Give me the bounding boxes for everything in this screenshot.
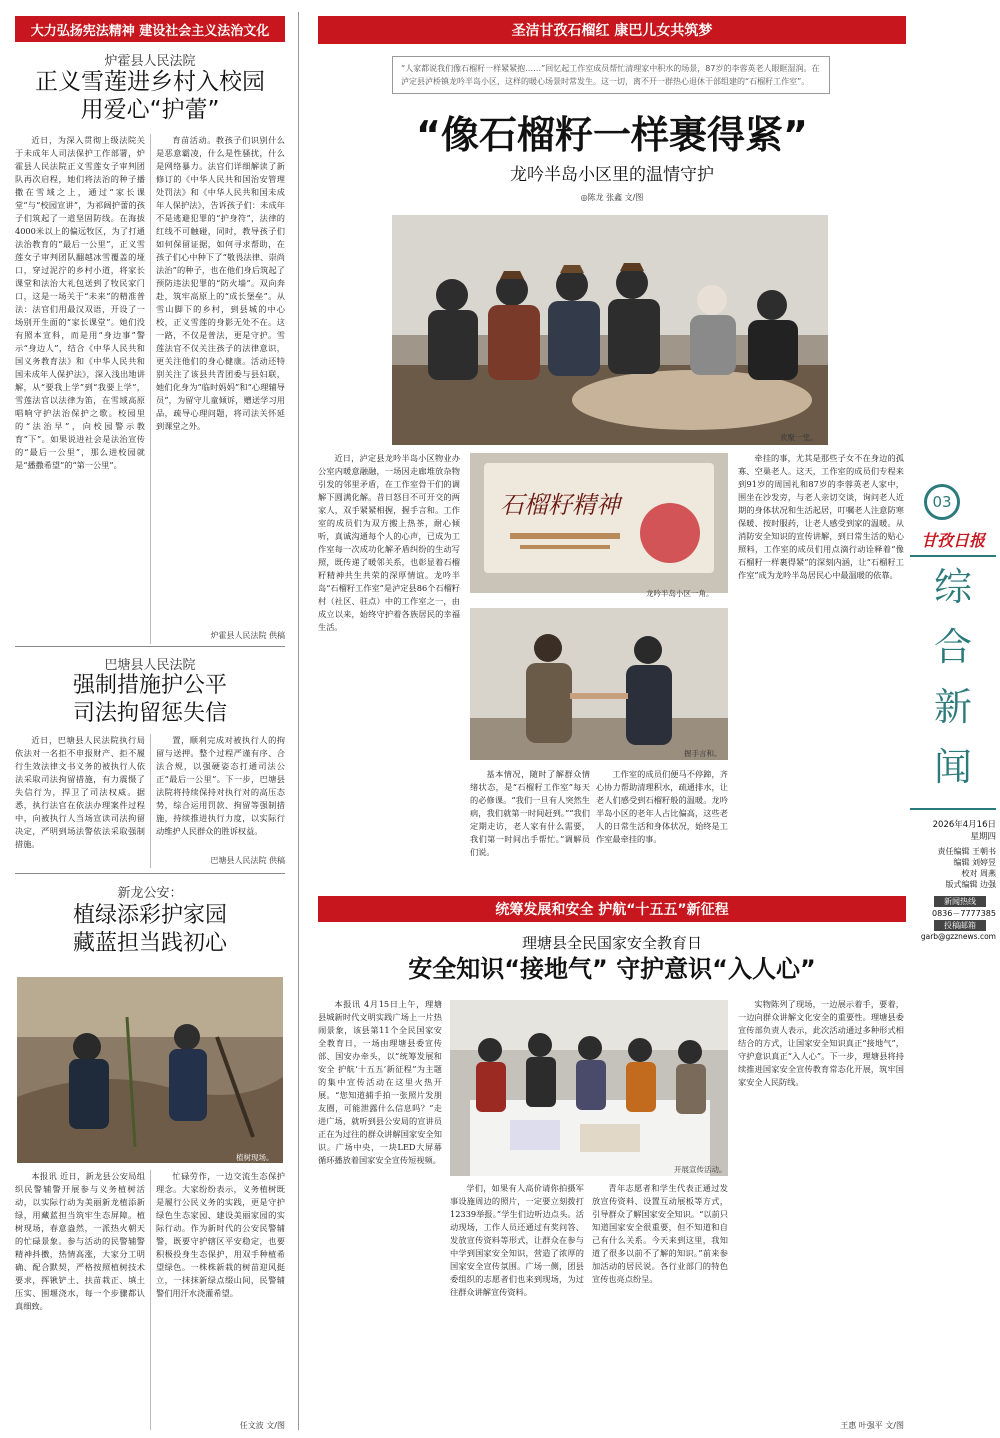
article2-body-col1: 近日，巴塘县人民法院执行局依法对一名拒不申报财产、拒不履行生效法律文书义务的被执行人依法采取司法拘留措施，有力震慑了失信行为，捍卫了司法权威。据悉，执行法官在依法办理案件过程中，向被执行人当场宣读司法拘留决定，严明到场法警依法采取强制措施。	[15, 735, 145, 849]
bottom-kicker: 理塘县全民国家安全教育日	[521, 934, 702, 952]
publicity-photo-caption: 开展宣传活动。	[674, 1165, 727, 1174]
top-subhead: 龙吟半岛小区里的温情守护	[510, 165, 714, 185]
page-number-badge: 03	[924, 484, 960, 520]
publicity-event-photo	[450, 1000, 728, 1176]
section-title	[910, 555, 996, 810]
top-byline: ◎陈龙 张鑫 文/图	[580, 193, 644, 202]
article1-body-col2: 育苗活动。教孩子们识别什么是恶意霸凌，什么是性骚扰，什么是网络暴力。法官们详细解读了新修订的《中华人民共和国治安管理处罚法》和《中华人民共和国未成年人保护法》，告诉孩子们：未成年不是逃避犯罪的“护身符”，法律的红线不可触碰，同时，教导孩子们如何保留证据，如何寻求帮助，在孩子们心中种下了“敬畏法律、崇尚法治”的种子，也在他们身后筑起了预防违法犯罪的“防火墙”。双向奔赴，筑牢高原上的“成长堡垒”。从雪山脚下的乡村，到县城的中心校，正义雪莲的身影无处不在。这一路，不仅是普法，更是守护。雪莲法官不仅关注孩子的法律意识，更关注他们的身心健康。活动还特别关注了该县共青团委与县妇联，她们化身为“临时妈妈”和“心理辅导员”，为留守儿童倾诉，赠送学习用品，疏导心理问题，将司法关怀延到课堂之外。	[156, 135, 285, 431]
article2-org: 巴塘县人民法院	[104, 658, 196, 673]
column-divider	[150, 134, 151, 644]
bottom-body-col4: 实物陈列了现场，一边展示着手，要着，一边向群众讲解文化安全的重要性。理塘县委宣传部负责人表示，此次活动通过多种形式相结合的方式，让国家安全知识真正“接地气”，守护意识真正“入人心”。下一步，理塘县将持续推进国家安全宣传教育常态化开展，筑牢国家安全人民防线。	[738, 999, 904, 1087]
article1-title-line1: 正义雪莲进乡村入校园	[35, 69, 265, 95]
left-banner: 大力弘扬宪法精神 建设社会主义法治文化	[15, 16, 285, 42]
handshake-photo-caption: 握手言和。	[684, 749, 722, 758]
article2-title-line2: 司法拘留惩失信	[72, 701, 227, 726]
section-title-char: 新	[933, 685, 972, 729]
gathering-photo-caption: 欢聚一堂。	[780, 433, 818, 442]
bottom-headline: 安全知识“接地气” 守护意识“入人心”	[408, 955, 816, 983]
bottom-body-col1: 本报讯 4月15日上午，理塘县城新时代文明实践广场上一片热闹景象，该县第11个全民国家安全教育日，一场由理塘县委宣传部、国安办牵头，以“统筹发展和安全 护航‘十五五’新征程”为主题的集中宣传活动在这里火热开展。“您知道捕手拍一张照片发朋友圈，可能泄露什么信息吗？”走进广场，就听到县公安局的宣讲员正在为过往的群众讲解国家安全知识。广场中央，一块LED大屏幕循环播放着国家安全宣传短视频。	[318, 999, 442, 1165]
tree-photo-caption: 植树现场。	[236, 1153, 274, 1162]
sign-photo	[470, 453, 728, 593]
gathering-photo	[392, 215, 828, 445]
newspaper-logo: 甘孜日报	[920, 531, 985, 550]
hotline-number: 0836－7777385	[932, 909, 996, 918]
top-headline: “像石榴籽一样裹得紧”	[416, 113, 808, 157]
editor-line: 责任编辑 王朝书	[937, 847, 996, 856]
sign-photo-caption: 龙吟半岛小区一角。	[646, 589, 714, 598]
section-title-char: 综	[933, 565, 972, 609]
article3-title-line2: 藏蓝担当践初心	[72, 931, 227, 956]
article3-credit: 任文波 文/图	[239, 1421, 285, 1430]
top-body-col2: 基本情况，随时了解群众情绪状态，是“石榴籽工作室”每天的必修课。“我们一旦有人突然生病，我们就第一时间赶到。”“我们定期走访，老人家有什么需要，我们第一时间出手帮忙。”调解员们说。	[470, 769, 590, 857]
section-title-char: 合	[933, 625, 972, 669]
bottom-banner: 统筹发展和安全 护航“十五五”新征程	[318, 896, 906, 922]
article2-body-col2: 置，顺利完成对被执行人的拘留与送押。整个过程严谨有序、合法合规，以强硬姿态打通司法公正“最后一公里”。下一步，巴塘县法院将持续保持对执行对的高压态势，综合运用罚款、拘留等强制措施，持续推进执行力度，以实际行动维护人民群众的胜诉权益。	[156, 735, 285, 836]
top-body-col4: 牵挂的事，尤其是那些子女不在身边的孤寡、空巢老人。这天，工作室的成员们专程来到91岁的周国礼和87岁的李蓉英老人家中，围坐在沙发旁，与老人亲切交谈，询问老人近期的身体状况和生活起居，叮嘱老人注意防寒保暖、按时服药，让老人感受到家的温暖。从消防安全知识的宣传讲解，到日常生活的贴心照料，工作室的成员们用点滴行动诠释着“像石榴籽一样裹得紧”的深刻内涵，让“石榴籽工作室”成为龙吟半岛居民心中最温暖的依靠。	[738, 453, 904, 580]
article1-title-line2: 用爱心“护蕾”	[80, 97, 220, 123]
editor-line: 版式编辑 边强	[945, 880, 996, 889]
article2-credit: 巴塘县人民法院 供稿	[210, 856, 285, 865]
submission-email: garb@gzznews.com	[920, 932, 996, 941]
column-divider	[150, 734, 151, 868]
article1-credit: 炉霍县人民法院 供稿	[210, 631, 285, 640]
article3-org: 新龙公安：	[117, 886, 183, 901]
article1-org: 炉霍县人民法院	[104, 54, 196, 69]
issue-weekday: 星期四	[970, 832, 996, 842]
top-banner: 圣洁甘孜石榴红 康巴儿女共筑梦	[318, 16, 906, 44]
hotline-label: 新闻热线	[934, 896, 986, 907]
article2-title-line1: 强制措施护公平	[72, 673, 227, 698]
article3-body-col1: 本报讯 近日，新龙县公安局组织民警辅警开展参与义务植树活动，以实际行动为美丽新龙植添新绿，用藏蓝担当筑牢生态屏障。植树现场，春意盎然，一派热火朝天的忙碌景象。参与活动的民警辅警精神抖擞，热情高涨，大家分工明确、配合默契，严格按照植树技术要求，挥锹铲土、扶苗栽正、填土压实、围堰浇水，每一个步骤都认真细致。	[15, 1171, 145, 1311]
bottom-body-col2: 学们，如果有人高价请你拍摄军事设施周边的照片，一定要立刻拨打12339举报。”学生们边听边点头。活动现场，工作人员还通过有奖问答、发放宣传资料等形式，让群众在参与中学到国家安全知识，营造了浓厚的国家安全宣传氛围。广场一侧，团县委组织的志愿者们也来到现场，为过往群众讲解宣传资料。	[450, 1183, 584, 1297]
email-label: 投稿邮箱	[934, 920, 986, 931]
article3-body-col2: 忙碌劳作，一边交流生态保护理念。大家纷纷表示，义务植树既是履行公民义务的实践，更是守护绿色生态家园、建设美丽家园的实际行动。作为新时代的公安民警辅警，既要守护辖区平安稳定，也要积极投身生态保护，用双手种植希望绿色。一株株新栽的树苗迎风挺立，一抹抹新绿点缀山间，民警辅警们用汗水浇灌希望。	[156, 1171, 285, 1298]
tree-planting-photo	[17, 977, 283, 1163]
article3-title-line1: 植绿添彩护家园	[72, 903, 227, 928]
editor-line: 校对 周燕	[961, 869, 996, 878]
editor-line: 编辑 刘婷昱	[953, 858, 996, 867]
article1-body-col1: 近日，为深入贯彻上级法院关于未成年人司法保护工作部署，炉霍县人民法院正义雪莲女子审判团队再次启程，她们将法治的种子播撒在雪域之上，通过“家长课堂”与“校园宣讲”，为祁阔护蕾的孩子们筑起了一道坚固防线。在海拔4000米以上的偏远牧区，为了打通法治教育的“最后一公里”，正义雪莲女子审判团队翻越冰雪覆盖的垭口，穿过泥泞的乡村小道，将家长课堂和法治大礼包送到了牧民家门口，这是一场关于“未来”的精准普法：法官们用最汉双语，开设了一场别开生面的“家长课堂”。她们没有照本宣科，而是用“身边事”警示“身边人”，结合《中华人民共和国义务教育法》和《中华人民共和国未成年人保护法》，深入浅出地讲解，从“要我上学”到“我要上学”，雪莲法官以法律为笛，在雪域高原唱响守护法治保护之歌。校园里的“法治早”，向校园警示教育“下”。如果说进社会是法治宣传的“最后一公里”，那么进校园就是“播撒希望”的“第一公里”。	[15, 135, 145, 470]
top-body-col3: 工作室的成员们便马不停蹄，齐心协力帮助清理积水，疏通排水，让老人们感受到石榴籽般的温暖。龙吟半岛小区的老年人占比偏高，这些老人的日常生活和身体状况，始终是工作室最牵挂的事。	[596, 769, 728, 844]
page-column-divider	[298, 12, 299, 1430]
editor-credits	[910, 846, 996, 890]
sign-title: 石榴籽精神	[500, 491, 620, 519]
top-body-col1: 近日，泸定县龙吟半岛小区物业办公室内暖意融融，一场因走廊堆放杂物引发的邻里矛盾，在工作室骨干们的调解下圆满化解。昔日怒目不可开交的两家人，双手紧紧相握，握手言和。工作室的成员们为双方搬上热茶，耐心倾听，真诚沟通每个人的心声，已成为工作室每一次成功化解矛盾纠纷的生动写照，既传递了暖邻关系，也彰显着石榴籽精神共生共荣的深厚情谊。龙吟半岛“石榴籽工作室”是泸定县86个石榴籽村（社区、驻点）中的工作室之一，由成立以来，始终守护着各族居民的幸福生活。	[318, 453, 460, 632]
column-divider	[150, 1170, 151, 1430]
issue-date: 2026年4月16日	[932, 820, 996, 830]
bottom-credit: 王惠 叶强平 文/图	[840, 1421, 904, 1430]
handshake-photo	[470, 608, 728, 760]
article-divider	[15, 646, 285, 647]
lead-box: “人家都说我们像石榴籽一样紧紧抱……”回忆起工作室成员帮忙清理家中积水的场景，87岁的李蓉英老人眼眶湿润。在泸定县泸桥镇龙吟半岛小区，这样的暖心场景时常发生。这一切，离不开一群热心退休干部组建的“石榴籽工作室”。	[392, 56, 830, 94]
article-divider	[15, 873, 285, 874]
bottom-body-col3: 青年志愿者和学生代表正通过发放宣传资料、设置互动展板等方式，引导群众了解国家安全知识。“以前只知道国家安全很重要，但不知道和自己有什么关系。今天来到这里，我知道了很多以前不了解的知识。”前来参加活动的居民说。各行业部门的特色宣传也亮点纷呈。	[592, 1183, 728, 1284]
section-title-char: 闻	[933, 745, 972, 789]
